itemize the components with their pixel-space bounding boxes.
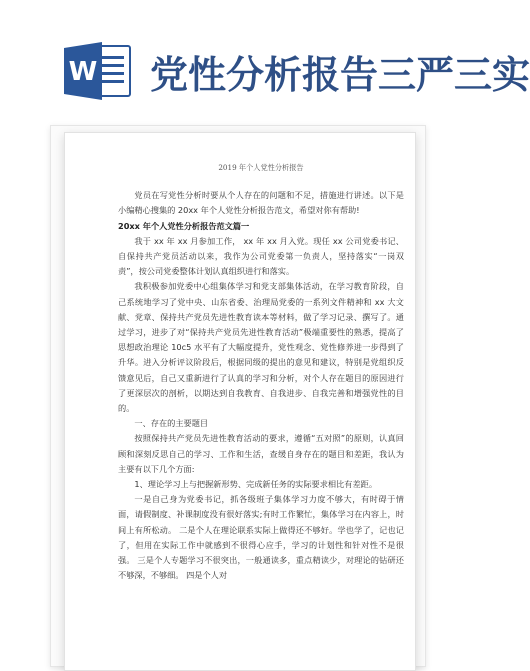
intro-paragraph: 党员在写党性分析时要从个人存在的问题和不足，措施进行讲述。以下是小编精心搜集的 20xx 年个人党性分析报告范文，希望对你有帮助!	[118, 190, 404, 216]
svg-text:W: W	[68, 57, 98, 87]
body-paragraph: 我于 xx 年 xx 月参加工作， xx 年 xx 月入党。现任 xx 公司党委书记、自保持共产党员活动以来，我作为公司党委第一负责人，坚持落实“一岗双责”，按公司党委整体计划认真组织进行和落实。	[118, 235, 404, 277]
section-heading: 20xx 年个人党性分析报告范文篇一	[118, 220, 250, 231]
banner-title: 党性分析报告三严三实	[150, 52, 530, 97]
body-paragraph: 按照保持共产党员先进性教育活动的要求，遵循“五对照”的原则，认真回顾和深刻反思自己的学习、工作和生活，查缓自身存在的题目和差距，我认为主要有以下几个方面:	[118, 433, 404, 474]
banner	[0, 0, 530, 110]
word-icon	[62, 40, 132, 102]
body-paragraph: 我积极参加党委中心组集体学习和党支部集体活动，在学习教育阶段，自己系统地学习了党中央、山东省委、治理局党委的一系列文件精神和 xx 大文献、党章、保持共产党员先进性教育读本等材料，做了学习记录、撰写了。通过学习，进步了对“保持共产党员先进性教育活动”极端重要性的熟悉，提高了思想政治理论 10c5 水平有了大幅度提升，党性观念、党性修养进一步得到了升华。进入分析评议阶段后，根据同级的提出的意见和建议，特别是党组织反馈意见后，自己又重新进行了认真的学习和分析，对个人存在题目的原因进行了更深层次的剖析，以期达到自我教育、自我进步、自我完善和增强党性的目的。	[118, 281, 404, 414]
list-item: 1、理论学习上与把握新形势、完成新任务的实际要求相比有差距。	[134, 479, 378, 490]
document-body	[118, 160, 404, 583]
document-title: 2019 年个人党性分析报告	[218, 163, 304, 172]
subsection-heading: 一、存在的主要题目	[134, 418, 209, 429]
body-paragraph: 一是自己身为党委书记，抓各级班子集体学习力度不够大，有时碍于情面，请假制度、补课制度没有很好落实;有时工作繁忙，集体学习在内容上，时间上有所松动。 二是个人在理论联系实际上做得还不够好。学也学了，记也记了，但用在实际工作中就感到不很得心应手，学习的计划性和针对性不是很强。 三是个人专题学习不很突出，一般通读多，重点精读少，对理论的钻研还不够深，不够细。 四是个人对	[118, 494, 404, 581]
